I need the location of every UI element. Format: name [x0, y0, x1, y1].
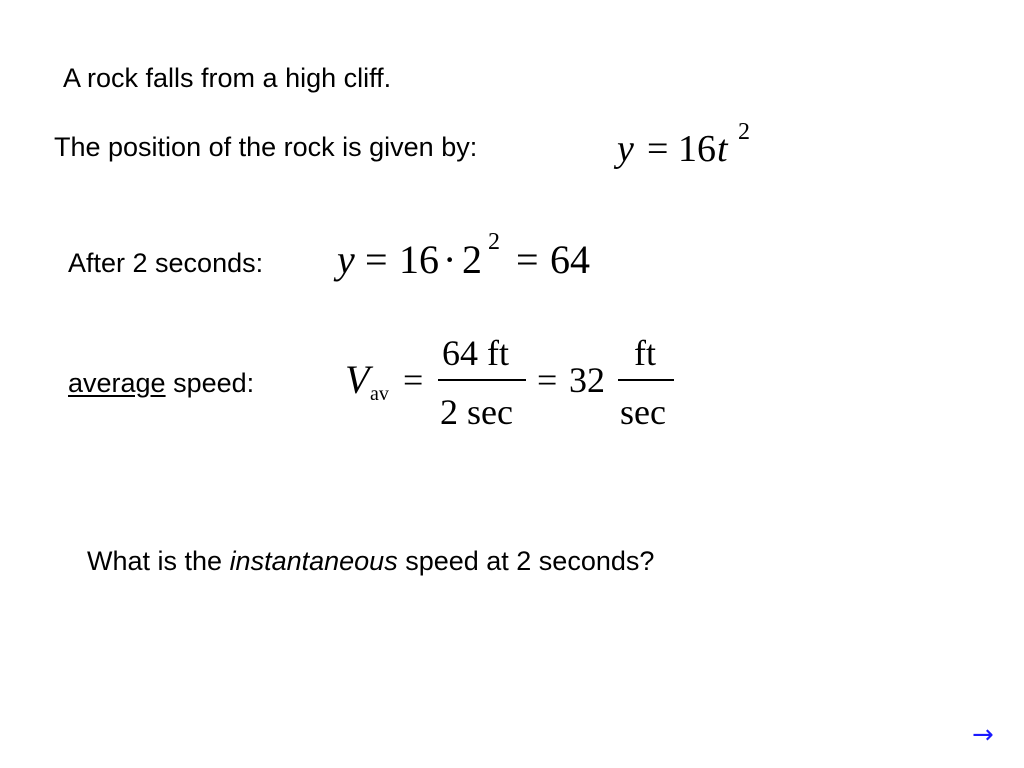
avg-eq-equals2: = [537, 360, 558, 400]
after-eq-result: 64 [550, 237, 590, 282]
after-eq-exp: 2 [488, 229, 500, 255]
avg-eq-sub: av [370, 383, 389, 405]
avg-label [68, 370, 254, 397]
question-emphasis: instantaneous [229, 546, 398, 576]
avg-eq-equals1: = [403, 360, 424, 400]
question-pre: What is the [87, 546, 230, 576]
after-eq-equals2: = [516, 237, 539, 282]
avg-eq-v: V [345, 357, 370, 402]
position-eq-exp: 2 [738, 119, 750, 145]
avg-eq-unit-denominator: sec [620, 392, 666, 432]
after-eq-coef: 16 [399, 237, 439, 282]
intro-text: A rock falls from a high cliff. [63, 63, 392, 93]
avg-eq-value: 32 [569, 360, 605, 400]
position-eq-var: t [717, 128, 728, 170]
avg-eq-numerator: 64 ft [442, 333, 509, 373]
after-eq-dot: · [443, 237, 457, 282]
after-eq-equals1: = [365, 237, 388, 282]
position-intro-text: The position of the rock is given by: [54, 132, 478, 162]
question-post: speed at 2 seconds? [397, 546, 655, 576]
position-eq-y: y [617, 128, 634, 170]
avg-eq-fraction-bar [438, 379, 526, 381]
question-text [87, 548, 654, 575]
avg-eq-unit-numerator: ft [634, 333, 656, 373]
avg-eq-unit-fraction-bar [618, 379, 674, 381]
avg-label-underlined: average [68, 368, 166, 398]
after-eq-y: y [337, 237, 355, 282]
after-label: After 2 seconds: [68, 248, 264, 278]
position-eq-coef: 16 [678, 128, 716, 170]
avg-label-rest: speed: [165, 368, 255, 398]
position-eq-equals: = [647, 128, 669, 170]
after-eq-base: 2 [462, 237, 482, 282]
next-slide-arrow-icon[interactable]: → [972, 720, 994, 750]
avg-eq-denominator: 2 sec [440, 392, 513, 432]
